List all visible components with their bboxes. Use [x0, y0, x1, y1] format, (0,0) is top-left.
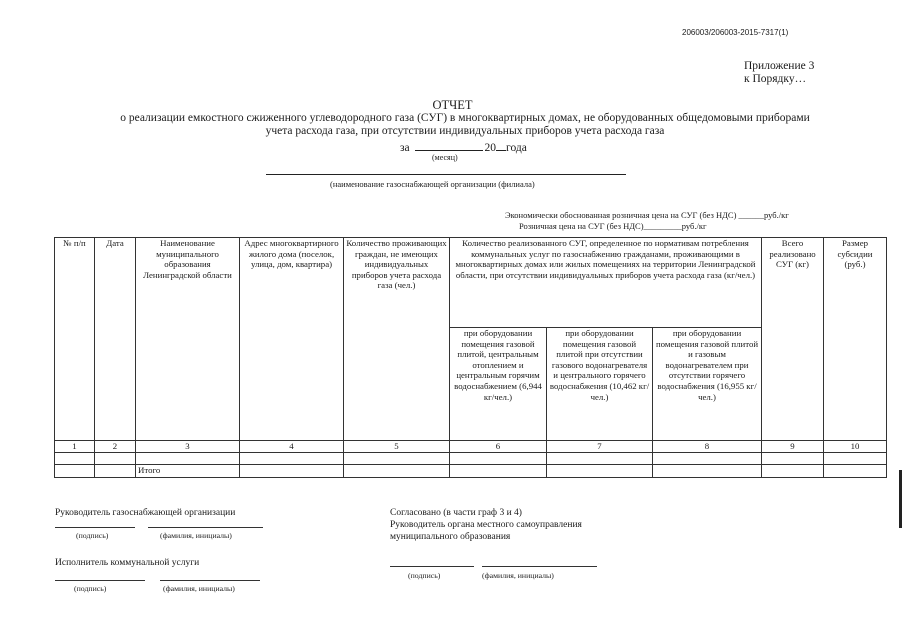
colnum: 8 — [653, 441, 762, 453]
exec-fio-line — [160, 580, 260, 581]
table-cell — [344, 465, 450, 478]
header-row — [55, 238, 887, 328]
table-cell — [450, 465, 547, 478]
colnum: 2 — [95, 441, 136, 453]
retail-price: Розничная цена на СУГ (без НДС)_________руб./кг — [519, 221, 707, 231]
month-caption: (месяц) — [432, 153, 458, 162]
header-residents: Количество проживающих граждан, не имеющих индивидуальных приборов учета расхода газа (чел.) — [344, 238, 450, 441]
agreed-sign-caption: (подпись) — [408, 571, 441, 580]
colnum: 5 — [344, 441, 450, 453]
header-group: Количество реализованного СУГ, определенное по нормативам потребления коммунальных услуг по газоснабжению гражданами, проживающими в многоквартирных домах или жилых помещениях на территории Ленинградской области, при отсутствии индивидуальных приборов учета расхода газа (кг/чел.) — [450, 238, 762, 328]
colnum: 4 — [240, 441, 344, 453]
header-num: № п/п — [55, 238, 95, 441]
report-title: ОТЧЕТ — [432, 98, 473, 112]
agreed-sign-line — [390, 566, 474, 567]
table-cell[interactable] — [450, 453, 547, 465]
table-cell — [762, 465, 824, 478]
header-address: Адрес многоквартирного жилого дома (поселок, улица, дом, квартира) — [240, 238, 344, 441]
executor-label: Исполнитель коммунальной услуги — [55, 558, 200, 568]
table-cell — [240, 465, 344, 478]
agreed-line3: муниципального образования — [390, 532, 511, 542]
period-year: 20 — [484, 142, 497, 154]
subtitle-line1: о реализации емкостного сжиженного углеводородного газа (СУГ) в многоквартирных домах, не оборудованных общедомовыми приборами — [120, 112, 810, 124]
table-cell[interactable] — [824, 453, 887, 465]
period-prefix: за — [400, 142, 410, 154]
colnum: 10 — [824, 441, 887, 453]
year-blank — [496, 140, 506, 151]
agreed-line1: Согласовано (в части граф 3 и 4) — [390, 508, 522, 518]
appendix-note — [744, 60, 814, 86]
colnum: 3 — [136, 441, 240, 453]
head-fio-line — [148, 527, 263, 528]
exec-fio-caption: (фамилия, инициалы) — [163, 584, 235, 593]
table-cell[interactable] — [762, 453, 824, 465]
table-row — [55, 453, 887, 465]
month-blank — [415, 140, 483, 151]
table-cell[interactable] — [136, 453, 240, 465]
table-cell[interactable] — [95, 453, 136, 465]
total-row — [55, 465, 887, 478]
document-id: 206003/206003-2015-7317(1) — [682, 28, 789, 37]
header-municipality: Наименование муниципального образования Ленинградской области — [136, 238, 240, 441]
period-line — [400, 140, 527, 154]
colnum: 6 — [450, 441, 547, 453]
exec-sign-line — [55, 580, 145, 581]
header-date: Дата — [95, 238, 136, 441]
agreed-fio-line — [482, 566, 597, 567]
report-subtitle — [100, 112, 830, 138]
total-label: Итого — [136, 465, 240, 478]
header-subsidy: Размер субсидии (руб.) — [824, 238, 887, 441]
column-numbers-row — [55, 441, 887, 453]
colnum: 7 — [547, 441, 653, 453]
head-org-label: Руководитель газоснабжающей организации — [55, 508, 236, 518]
subtitle-line2: учета расхода газа, при отсутствии индивидуальных приборов учета расхода газа — [265, 125, 665, 137]
table-cell[interactable] — [344, 453, 450, 465]
table-cell — [653, 465, 762, 478]
org-name-line — [266, 174, 626, 175]
table-cell — [95, 465, 136, 478]
appendix-line1: Приложение 3 — [744, 60, 815, 72]
table-cell — [547, 465, 653, 478]
head-sign-caption: (подпись) — [76, 531, 109, 540]
colnum: 1 — [55, 441, 95, 453]
exec-sign-caption: (подпись) — [74, 584, 107, 593]
header-total: Всего реализовано СУГ (кг) — [762, 238, 824, 441]
table-cell — [824, 465, 887, 478]
report-table — [54, 237, 887, 478]
header-col8: при оборудовании помещения газовой плитой и газовым водонагревателем при отсутствии горячего водоснабжения (16,955 кг/чел.) — [653, 328, 762, 441]
appendix-line2: к Порядку… — [744, 73, 807, 85]
period-suffix: года — [506, 142, 527, 154]
scan-edge-mark — [899, 470, 902, 528]
table-cell — [55, 465, 95, 478]
table-cell[interactable] — [55, 453, 95, 465]
agreed-line2: Руководитель органа местного самоуправления — [390, 520, 582, 530]
head-sign-line — [55, 527, 135, 528]
header-col7: при оборудовании помещения газовой плитой при отсутствии газового водонагревателя и центрального горячего водоснабжения (10,462 кг/чел.) — [547, 328, 653, 441]
table-cell[interactable] — [240, 453, 344, 465]
agreed-fio-caption: (фамилия, инициалы) — [482, 571, 554, 580]
table-cell[interactable] — [653, 453, 762, 465]
org-caption: (наименование газоснабжающей организации (филиала) — [330, 179, 535, 189]
header-col6: при оборудовании помещения газовой плитой, центральным отоплением и центральным горячим водоснабжением (6,944 кг/чел.) — [450, 328, 547, 441]
colnum: 9 — [762, 441, 824, 453]
econ-price: Экономически обоснованная розничная цена на СУГ (без НДС) ______руб./кг — [505, 210, 789, 220]
head-fio-caption: (фамилия, инициалы) — [160, 531, 232, 540]
table-cell[interactable] — [547, 453, 653, 465]
